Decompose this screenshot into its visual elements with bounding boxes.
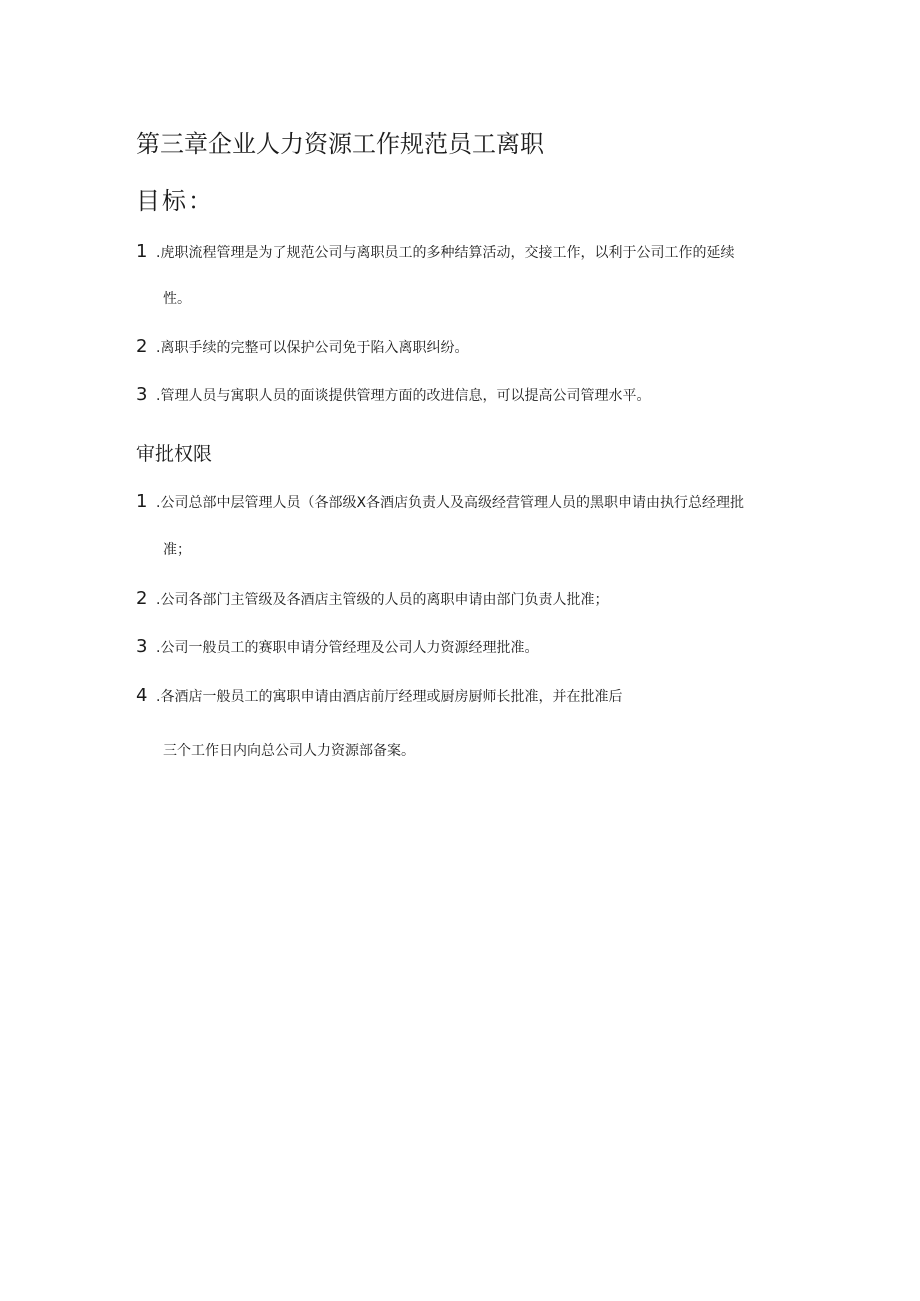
goal-item-1 bbox=[136, 242, 734, 263]
approval-item-4-number: 4 bbox=[136, 685, 148, 706]
goal-item-3-text: .管理人员与寓职人员的面谈提供管理方面的改进信息，可以提高公司管理水平。 bbox=[156, 388, 651, 404]
approval-item-1 bbox=[136, 492, 744, 513]
page-title: 第三章企业人力资源工作规范员工离职 bbox=[136, 130, 544, 158]
approval-item-2-text: .公司各部门主管级及各酒店主管级的人员的离职申请由部门负责人批准； bbox=[156, 592, 609, 608]
approval-item-4 bbox=[136, 686, 622, 707]
goal-item-1-text: .虎职流程管理是为了规范公司与离职员工的多种结算活动，交接工作，以利于公司工作的延续 bbox=[156, 245, 735, 261]
goal-item-3 bbox=[136, 385, 650, 406]
approval-item-3-number: 3 bbox=[136, 636, 148, 657]
approval-item-1-continuation: 准； bbox=[163, 542, 191, 558]
goal-item-2-number: 2 bbox=[136, 336, 148, 357]
approval-item-3-text: .公司一般员工的赛职申请分管经理及公司人力资源经理批准。 bbox=[156, 640, 539, 656]
approval-item-1-number: 1 bbox=[136, 491, 148, 512]
approval-item-4-continuation: 三个工作日内向总公司人力资源部备案。 bbox=[163, 743, 415, 759]
approval-item-3 bbox=[136, 637, 538, 658]
goal-item-3-number: 3 bbox=[136, 384, 148, 405]
goal-item-1-continuation: 性。 bbox=[163, 291, 191, 307]
goal-item-2 bbox=[136, 337, 468, 358]
approval-item-2-number: 2 bbox=[136, 588, 148, 609]
goal-item-1-number: 1 bbox=[136, 241, 148, 262]
approval-item-1-text: .公司总部中层管理人员（各部级X各酒店负责人及高级经营管理人员的黑职申请由执行总经理批 bbox=[156, 495, 745, 511]
approval-item-4-text: .各酒店一般员工的寓职申请由酒店前厅经理或厨房厨师长批准，并在批准后 bbox=[156, 689, 623, 705]
approval-item-2 bbox=[136, 589, 608, 610]
goals-heading: 目标： bbox=[136, 187, 214, 215]
approval-heading: 审批权限 bbox=[136, 443, 213, 465]
goal-item-2-text: .离职手续的完整可以保护公司免于陷入离职纠纷。 bbox=[156, 340, 469, 356]
